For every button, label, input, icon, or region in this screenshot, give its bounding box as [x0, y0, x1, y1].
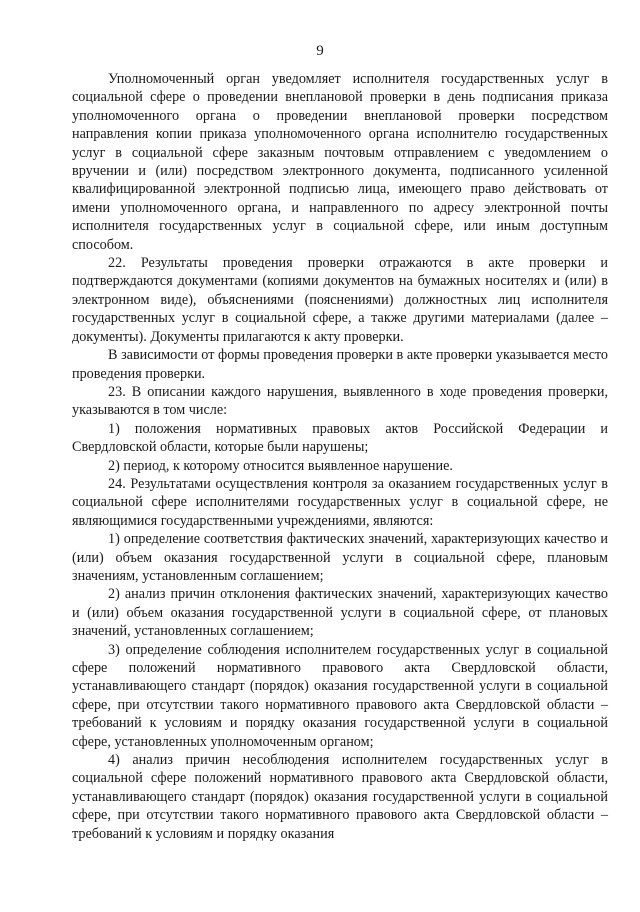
- paragraph-22: 22. Результаты проведения проверки отражаются в акте проверки и подтверждаются документами (копиями документов на бумажных носителях и (или) в электронном виде), объяснениями (пояснениями) должностных лиц исполнителя государственных услуг в социальной сфере, а также другими материалами (далее – документы). Документы прилагаются к акту проверки.: [72, 255, 608, 345]
- paragraph-24-item-4: 4) анализ причин несоблюдения исполнителем государственных услуг в социальной сфере положений нормативного правового акта Свердловской области, устанавливающего стандарт (порядок) оказания государственной услуги в социальной сфере, при отсутствии такого нормативного правового акта Свердловской области – требований к условиям и порядку оказания: [72, 752, 608, 842]
- paragraph-24-item-2: 2) анализ причин отклонения фактических значений, характеризующих качество и (или) объем оказания государственной услуги в социальной сфере, от плановых значений, установленных соглашением;: [72, 586, 608, 640]
- paragraph-inspection-place: В зависимости от формы проведения проверки в акте проверки указывается место проведения проверки.: [72, 347, 608, 382]
- paragraph-24-item-3: 3) определение соблюдения исполнителем государственных услуг в социальной сфере положений нормативного правового акта Свердловской области, устанавливающего стандарт (порядок) оказания государственной услуги в социальной сфере, при отсутствии такого нормативного правового акта Свердловской области – требований к условиям и порядку оказания государственной услуги в социальной сфере, установленных уполномоченным органом;: [72, 641, 608, 750]
- paragraph-23-item-2: 2) период, к которому относится выявленное нарушение.: [108, 457, 453, 474]
- paragraph-notification: Уполномоченный орган уведомляет исполнителя государственных услуг в социальной сфере о проведении внеплановой проверки в день подписания приказа уполномоченного органа о проведении внеплановой проверки посредством направления копии приказа уполномоченного органа исполнителю государственных услуг в социальной сфере заказным почтовым отправлением с уведомлением о вручении и (или) посредством электронного документа, подписанного усиленной квалифицированной электронной подписью лица, имеющего право действовать от имени уполномоченного органа, и направленного по адресу электронной почты исполнителя государственных услуг в социальной сфере, или иным доступным способом.: [72, 71, 608, 253]
- document-body: [72, 70, 608, 843]
- paragraph-24-item-1: 1) определение соответствия фактических значений, характеризующих качество и (или) объем оказания государственной услуги в социальной сфере, плановым значениям, установленным соглашением;: [72, 531, 608, 584]
- paragraph-23: 23. В описании каждого нарушения, выявленного в ходе проведения проверки, указываются в том числе:: [72, 383, 608, 419]
- page-number: 9: [316, 43, 324, 59]
- paragraph-24: 24. Результатами осуществления контроля за оказанием государственных услуг в социальной сфере исполнителями государственных услуг в социальной сфере, не являющимися государственными учреждениями, являются:: [72, 475, 608, 529]
- paragraph-23-item-1: 1) положения нормативных правовых актов Российской Федерации и Свердловской области, которые были нарушены;: [72, 420, 608, 456]
